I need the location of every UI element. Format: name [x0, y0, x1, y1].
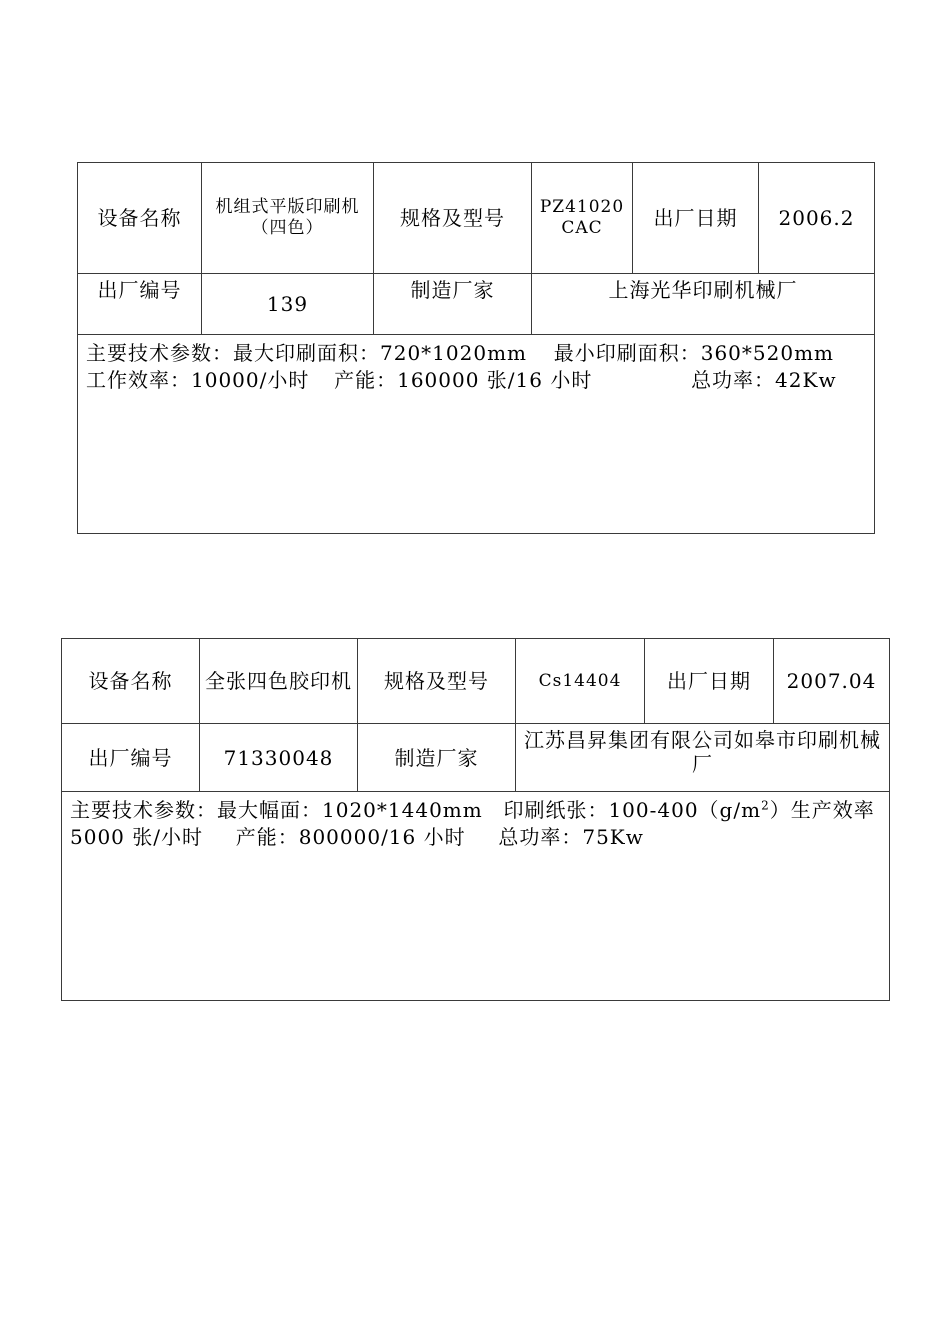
name-value: 全张四色胶印机	[200, 639, 358, 724]
maker-label: 制造厂家	[358, 724, 516, 792]
params-superscript: 2	[761, 798, 770, 813]
name-label: 设备名称	[62, 639, 200, 724]
params-text: 印刷纸张：100-400（g/m	[503, 798, 762, 822]
serial-value: 71330048	[200, 724, 358, 792]
table-row	[78, 335, 875, 534]
date-label: 出厂日期	[645, 639, 774, 724]
params-text: 工作效率：10000/小时	[86, 368, 310, 392]
model-value-line1: PZ41020	[539, 197, 625, 217]
params-text: 主要技术参数：最大印刷面积：720*1020mm	[86, 341, 528, 365]
table-row	[78, 274, 875, 335]
date-label: 出厂日期	[633, 163, 759, 274]
equipment-table-1	[77, 162, 875, 534]
table-row	[78, 163, 875, 274]
serial-label: 出厂编号	[78, 274, 202, 335]
model-value: Cs14404	[516, 639, 645, 724]
table-row	[62, 724, 890, 792]
name-value: 机组式平版印刷机（四色）	[202, 163, 374, 274]
serial-label: 出厂编号	[62, 724, 200, 792]
maker-value: 江苏昌昇集团有限公司如皋市印刷机械厂	[516, 724, 890, 792]
date-value: 2006.2	[759, 163, 875, 274]
params-text: 主要技术参数：最大幅面：1020*1440mm	[70, 798, 483, 822]
model-label: 规格及型号	[358, 639, 516, 724]
params-text: 最小印刷面积：360*520mm	[553, 341, 835, 365]
model-value-line2: CAC	[561, 218, 603, 238]
model-label: 规格及型号	[374, 163, 532, 274]
technical-parameters	[78, 335, 875, 534]
equipment-table-2	[61, 638, 890, 1001]
table-row	[62, 792, 890, 1001]
params-text: 总功率：75Kw	[498, 825, 644, 849]
model-value	[532, 163, 633, 274]
params-text: 产能：800000/16 小时	[235, 825, 466, 849]
params-text: 产能：160000 张/16 小时	[334, 368, 593, 392]
name-label: 设备名称	[78, 163, 202, 274]
params-text: ）生产效率 5000 张/小时	[70, 798, 875, 849]
table-row	[62, 639, 890, 724]
date-value: 2007.04	[774, 639, 890, 724]
params-text: 总功率：42Kw	[691, 368, 837, 392]
maker-label: 制造厂家	[374, 274, 532, 335]
technical-parameters	[62, 792, 890, 1001]
serial-value: 139	[202, 274, 374, 335]
maker-value: 上海光华印刷机械厂	[532, 274, 875, 335]
